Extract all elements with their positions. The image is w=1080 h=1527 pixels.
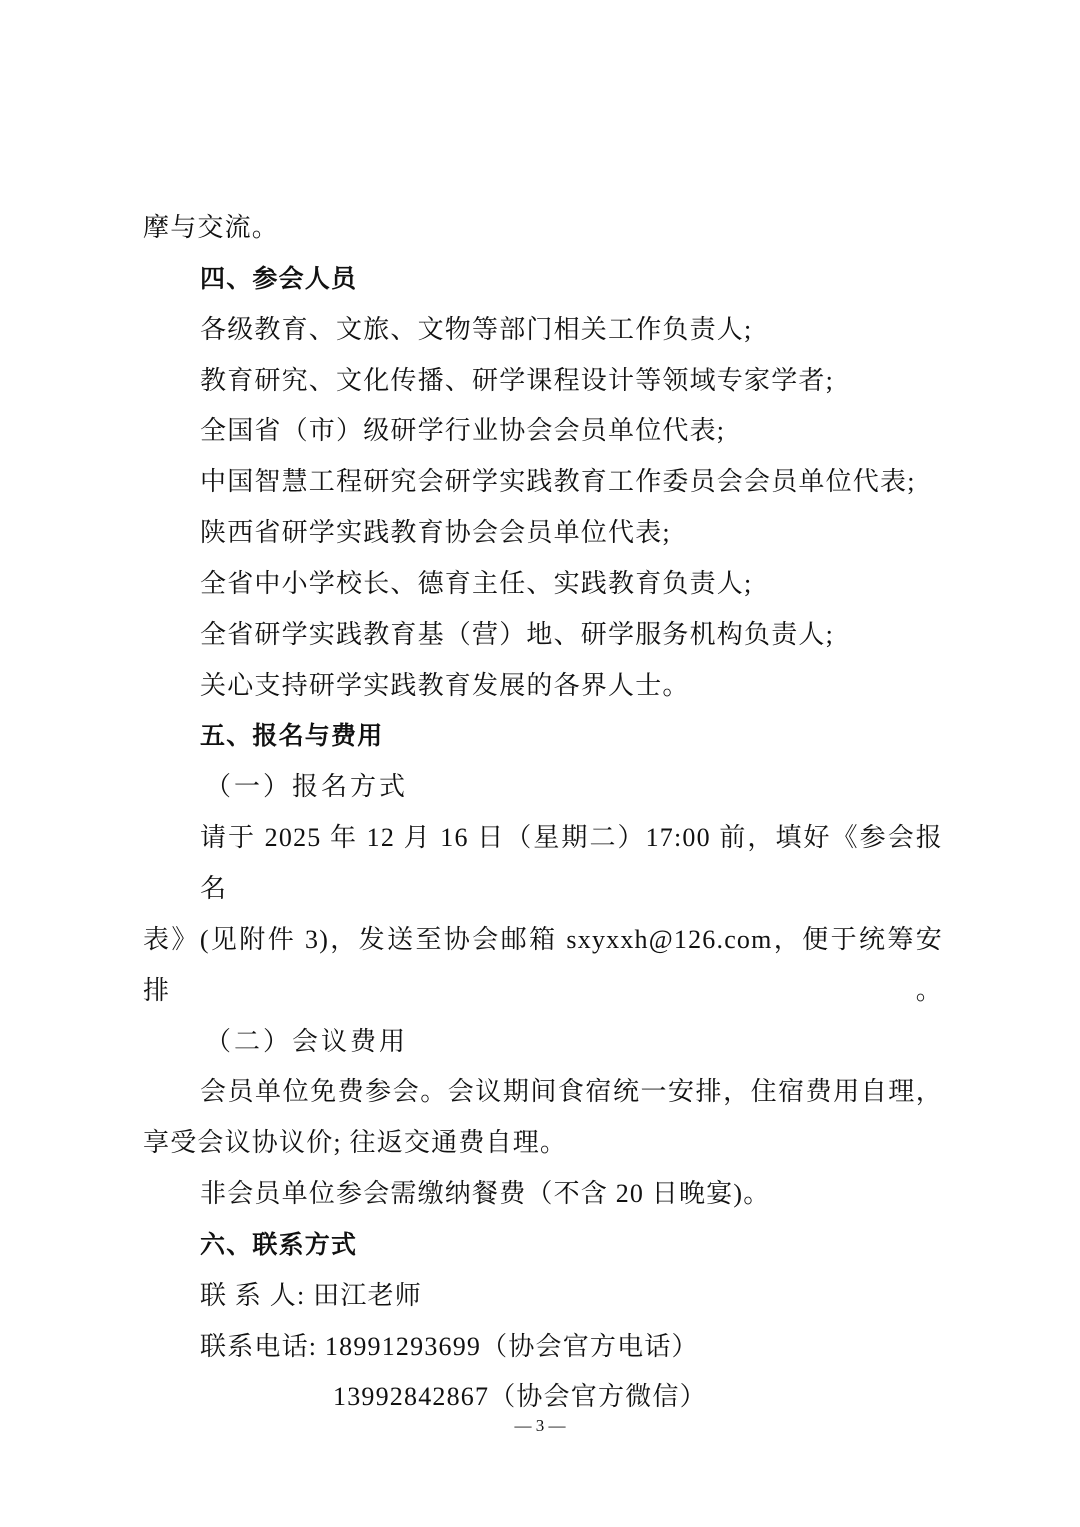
page-number: — 3 — [514, 1416, 566, 1435]
fees-text-line: 会员单位免费参会。会议期间食宿统一安排，住宿费用自理， [200, 1077, 943, 1107]
contact-person: 联 系 人: 田江老师 [200, 1280, 422, 1310]
attendee-item: 全国省（市）级研学行业协会会员单位代表; [200, 416, 726, 446]
document-body [143, 203, 943, 1423]
section-heading-registration: 五、报名与费用 [200, 721, 384, 751]
attendee-item: 中国智慧工程研究会研学实践教育工作委员会会员单位代表; [200, 467, 916, 497]
subheading-registration-method: （一）报名方式 [205, 772, 409, 802]
registration-text-line: 表》(见附件 3)，发送至协会邮箱 sxyxxh@126.com，便于统筹安排。 [143, 924, 943, 1005]
attendee-item: 陕西省研学实践教育协会会员单位代表; [200, 518, 671, 548]
section-heading-attendees: 四、参会人员 [200, 263, 358, 293]
section-heading-contact: 六、联系方式 [200, 1229, 358, 1259]
fees-text-line: 非会员单位参会需缴纳餐费（不含 20 日晚宴)。 [200, 1179, 771, 1209]
paragraph-continuation: 摩与交流。 [143, 213, 280, 242]
subheading-fees: （二）会议费用 [205, 1026, 409, 1056]
contact-phone: 联系电话: 18991293699（协会官方电话） [200, 1331, 699, 1361]
attendee-item: 全省中小学校长、德育主任、实践教育负责人; [200, 568, 753, 598]
attendee-item: 教育研究、文化传播、研学课程设计等领域专家学者; [200, 365, 835, 395]
attendee-item: 全省研学实践教育基（营）地、研学服务机构负责人; [200, 619, 835, 649]
registration-text-line: 请于 2025 年 12 月 16 日（星期二）17:00 前，填好《参会报名 [200, 823, 943, 903]
fees-text-line: 享受会议协议价; 往返交通费自理。 [143, 1128, 568, 1158]
attendee-item: 关心支持研学实践教育发展的各界人士。 [200, 670, 690, 700]
contact-wechat: 13992842867（协会官方微信） [333, 1382, 707, 1412]
attendee-item: 各级教育、文旅、文物等部门相关工作负责人; [200, 314, 753, 344]
